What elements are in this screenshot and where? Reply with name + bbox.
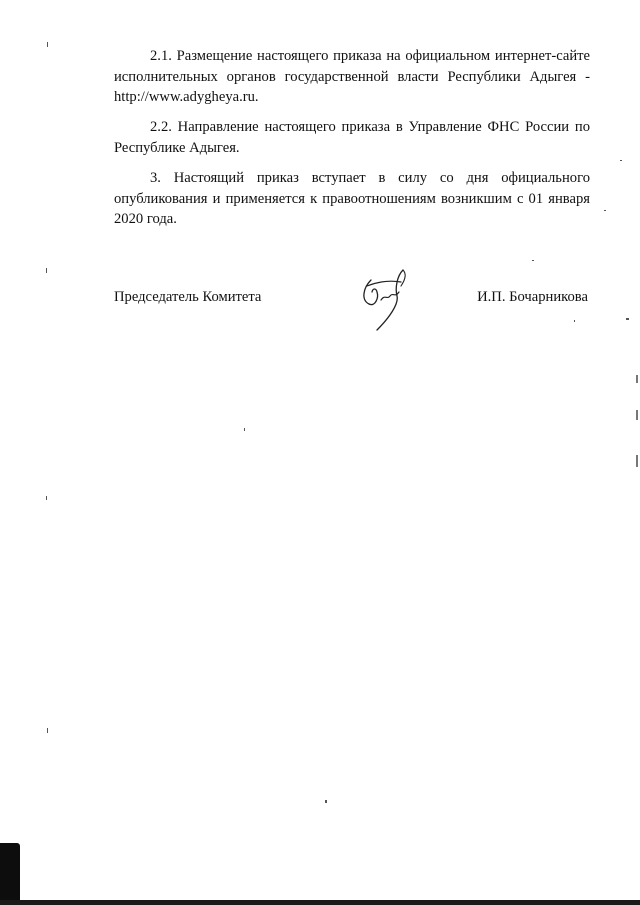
scan-speck bbox=[325, 800, 327, 803]
scan-bottom-edge bbox=[0, 900, 640, 905]
scan-speck bbox=[620, 160, 622, 161]
signatory-name: И.П. Бочарникова bbox=[477, 289, 588, 305]
paragraph-3: 3. Настоящий приказ вступает в силу со дня официального опубликования и применяется к правоотношениям возникшим с 01 января 2020 года. bbox=[114, 170, 590, 227]
signatory-title: Председатель Комитета bbox=[114, 289, 262, 305]
scan-speck bbox=[244, 428, 245, 431]
scan-speck bbox=[574, 320, 575, 322]
scan-edge-mark bbox=[636, 410, 638, 420]
scan-speck bbox=[604, 210, 606, 211]
paragraph-2-1: 2.1. Размещение настоящего приказа на официальном интернет-сайте исполнительных органов государственной власти Республики Адыгея - http://www.adygheya.ru. bbox=[114, 48, 590, 105]
scan-speck bbox=[47, 728, 48, 733]
scan-speck bbox=[47, 42, 48, 47]
handwritten-signature bbox=[357, 266, 417, 334]
scan-speck bbox=[46, 268, 47, 273]
scan-edge-mark bbox=[636, 375, 638, 383]
scan-edge-blot bbox=[0, 843, 20, 905]
scan-speck bbox=[626, 318, 629, 320]
scan-edge-mark bbox=[636, 455, 638, 467]
scan-speck bbox=[46, 496, 47, 500]
scan-speck bbox=[532, 260, 534, 261]
paragraph-2-2: 2.2. Направление настоящего приказа в Управление ФНС России по Республике Адыгея. bbox=[114, 119, 590, 156]
